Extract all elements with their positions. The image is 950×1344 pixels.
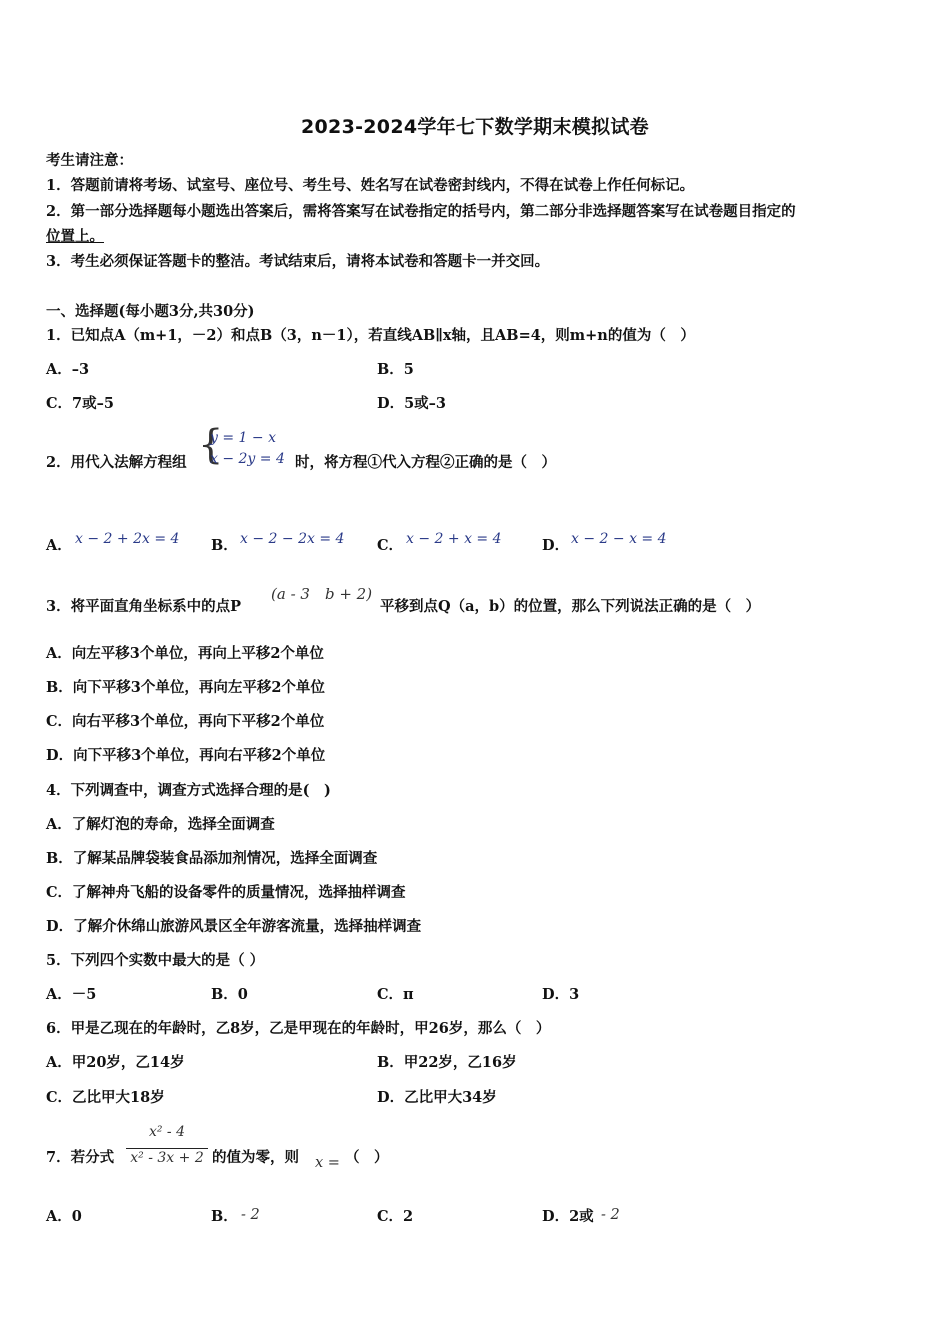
q7-option-b-value: - 2 [241,1207,260,1223]
q2-option-c-expr: x − 2 + x = 4 [406,531,502,547]
q5-option-a: A．－5 [46,986,97,1003]
notice-item-2-cont: 位置上。 [46,228,104,245]
q6-option-a: A．甲20岁，乙14岁 [46,1054,185,1071]
q1-stem: 1．已知点A（m+1，－2）和点B（3，n－1），若直线AB∥x轴，且AB=4，则m+n的值为（ ） [46,327,695,344]
q2-option-a-expr: x − 2 + 2x = 4 [75,531,180,547]
q4-stem: 4．下列调查中，调查方式选择合理的是( ) [46,782,331,799]
q1-option-b: B．5 [377,361,414,378]
q5-stem: 5．下列四个实数中最大的是（ ） [46,952,265,969]
q2-option-a-label: A． [46,537,72,554]
q7-stem-post: （ ） [345,1149,389,1166]
q3-option-c: C．向右平移3个单位，再向下平移2个单位 [46,713,325,730]
q3-option-a: A．向左平移3个单位，再向上平移2个单位 [46,645,324,662]
notice-item-1: 1．答题前请将考场、试室号、座位号、考生号、姓名写在试卷密封线内，不得在试卷上作任何标记。 [46,177,695,194]
q6-option-b: B．甲22岁，乙16岁 [377,1054,517,1071]
q2-option-d-expr: x − 2 − x = 4 [571,531,667,547]
brace-icon: { [198,422,224,468]
q6-stem: 6．甲是乙现在的年龄时，乙8岁，乙是甲现在的年龄时，甲26岁，那么（ ） [46,1020,551,1037]
q2-option-b-expr: x − 2 − 2x = 4 [240,531,345,547]
q4-option-a: A．了解灯泡的寿命，选择全面调查 [46,816,275,833]
notice-item-3: 3．考生必须保证答题卡的整洁。考试结束后，请将本试卷和答题卡一并交回。 [46,253,550,270]
q7-variable: x = [315,1155,340,1171]
q2-stem-post: 时，将方程①代入方程②正确的是（ ） [295,454,556,471]
q7-fraction [124,1124,210,1172]
q7-option-d-value: - 2 [601,1207,620,1223]
q4-option-b: B．了解某品牌袋装食品添加剂情况，选择全面调查 [46,850,378,867]
q7-stem-pre: 7．若分式 [46,1149,115,1166]
q5-option-d: D．3 [542,986,580,1003]
q7-option-c: C．2 [377,1208,414,1225]
fraction-bar [126,1148,208,1149]
q2-option-c-label: C． [377,537,404,554]
q3-option-d: D．向下平移3个单位，再向右平移2个单位 [46,747,326,764]
q5-option-c: C．π [377,986,414,1003]
q2-equation-1: y = 1 − x [210,430,276,446]
notice-heading: 考生请注意： [46,152,133,169]
q7-stem-mid: 的值为零，则 [212,1149,299,1166]
notice-item-2: 2．第一部分选择题每小题选出答案后，需将答案写在试卷指定的括号内，第二部分非选择题答案写在试卷题目指定的 [46,203,796,220]
q1-option-a: A．–3 [46,361,90,378]
section-heading: 一、选择题(每小题3分,共30分) [46,303,255,320]
q7-numerator: x² - 4 [148,1124,186,1140]
page-title: 2023-2024学年七下数学期末模拟试卷 [301,116,649,138]
q7-option-d-label: D．2或 [542,1208,594,1225]
q2-option-d-label: D． [542,537,570,554]
q7-option-a: A．0 [46,1208,82,1225]
q3-option-b: B．向下平移3个单位，再向左平移2个单位 [46,679,325,696]
q3-point-p: (a - 3 b + 2) [271,585,373,603]
q5-option-b: B．0 [211,986,248,1003]
q4-option-d: D．了解介休绵山旅游风景区全年游客流量，选择抽样调查 [46,918,422,935]
q1-option-c: C．7或–5 [46,395,114,412]
q3-stem-pre: 3．将平面直角坐标系中的点P [46,598,241,615]
q2-stem-pre: 2．用代入法解方程组 [46,454,187,471]
q3-stem-post: 平移到点Q（a，b）的位置，那么下列说法正确的是（ ） [380,598,761,615]
q7-denominator: x² - 3x + 2 [130,1150,204,1166]
q2-equation-system [198,422,293,468]
q1-option-d: D．5或–3 [377,395,447,412]
q4-option-c: C．了解神舟飞船的设备零件的质量情况，选择抽样调查 [46,884,406,901]
q6-option-c: C．乙比甲大18岁 [46,1089,165,1106]
q6-option-d: D．乙比甲大34岁 [377,1089,497,1106]
q7-option-b-label: B． [211,1208,238,1225]
q2-option-b-label: B． [211,537,238,554]
q2-equation-2: x − 2y = 4 [210,451,285,467]
